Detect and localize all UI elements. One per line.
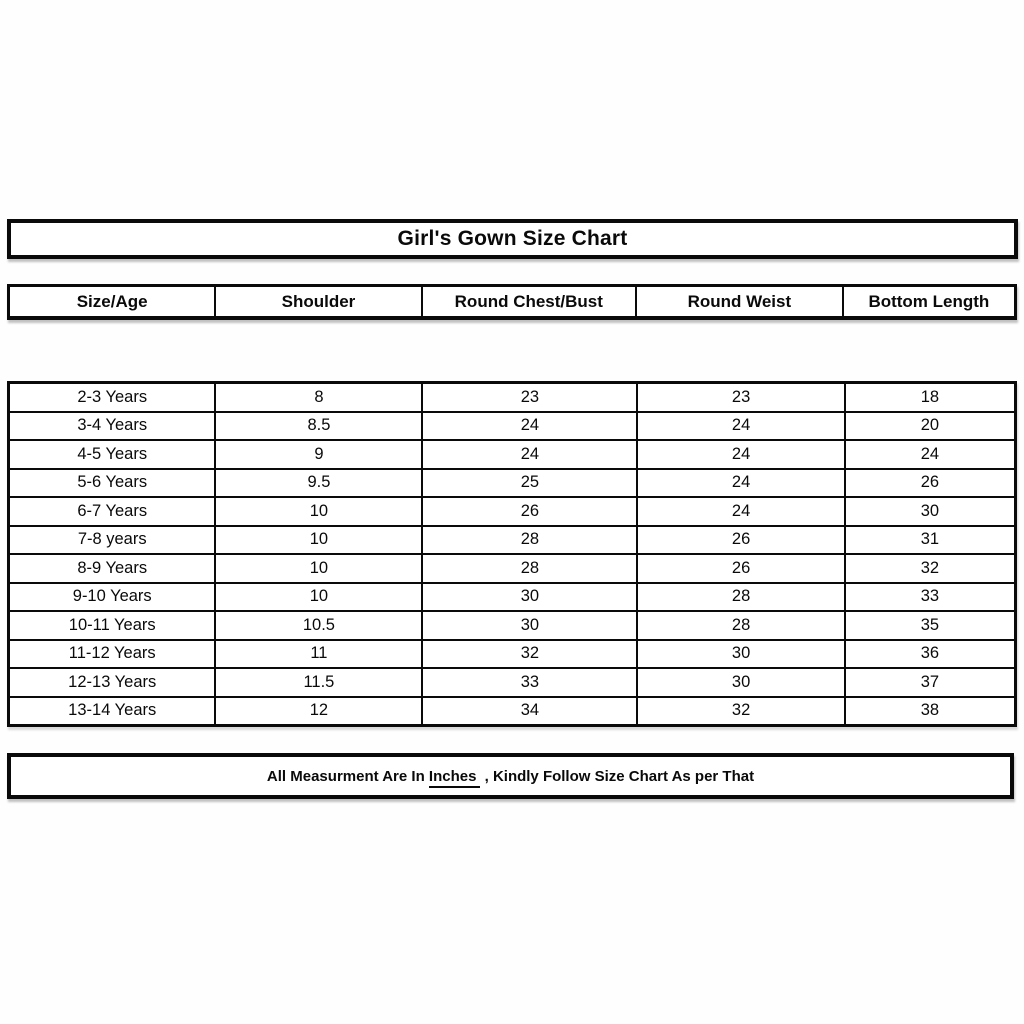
table-cell: 26 <box>637 554 844 583</box>
table-cell: 9-10 Years <box>9 583 216 612</box>
table-cell: 9 <box>215 440 422 469</box>
table-cell: 24 <box>422 412 637 441</box>
chart-title-box <box>7 219 1018 259</box>
footer-note-after: , Kindly Follow Size Chart As per That <box>480 767 755 785</box>
table-cell: 10 <box>215 526 422 555</box>
table-cell: 34 <box>422 697 637 726</box>
table-row <box>9 412 1016 441</box>
table-row <box>9 583 1016 612</box>
table-cell: 23 <box>422 383 637 412</box>
table-cell: 9.5 <box>215 469 422 498</box>
table-cell: 8 <box>215 383 422 412</box>
table-cell: 8-9 Years <box>9 554 216 583</box>
footer-note-before: All Measurment Are In <box>266 767 429 785</box>
table-cell: 26 <box>845 469 1016 498</box>
table-cell: 31 <box>845 526 1016 555</box>
table-cell: 23 <box>637 383 844 412</box>
table-row <box>9 697 1016 726</box>
header-cell-bottom-length: Bottom Length <box>868 291 990 311</box>
table-cell: 37 <box>845 668 1016 697</box>
table-cell: 24 <box>845 440 1016 469</box>
footer-note <box>267 768 754 785</box>
table-cell: 28 <box>422 554 637 583</box>
table-cell: 25 <box>422 469 637 498</box>
table-cell: 18 <box>845 383 1016 412</box>
table-row <box>9 640 1016 669</box>
table-cell: 30 <box>637 640 844 669</box>
table-cell: 24 <box>637 469 844 498</box>
footer-note-box <box>7 753 1014 799</box>
size-measurements-table <box>7 381 1017 727</box>
table-cell: 28 <box>422 526 637 555</box>
table-cell: 26 <box>637 526 844 555</box>
header-cell-size-age: Size/Age <box>10 287 216 316</box>
table-cell: 12 <box>215 697 422 726</box>
table-cell: 10 <box>215 583 422 612</box>
table-cell: 36 <box>845 640 1016 669</box>
table-cell: 10-11 Years <box>9 611 216 640</box>
table-cell: 30 <box>637 668 844 697</box>
table-header-row <box>7 284 1017 320</box>
table-cell: 24 <box>637 412 844 441</box>
table-cell: 32 <box>845 554 1016 583</box>
table-cell: 32 <box>637 697 844 726</box>
table-cell: 5-6 Years <box>9 469 216 498</box>
table-cell: 20 <box>845 412 1016 441</box>
table-cell: 26 <box>422 497 637 526</box>
table-cell: 10 <box>215 497 422 526</box>
table-cell: 11-12 Years <box>9 640 216 669</box>
table-row <box>9 469 1016 498</box>
page-title: Girl's Gown Size Chart <box>397 227 628 250</box>
table-cell: 33 <box>845 583 1016 612</box>
table-cell: 24 <box>637 440 844 469</box>
table-cell: 3-4 Years <box>9 412 216 441</box>
table-cell: 13-14 Years <box>9 697 216 726</box>
header-cell-round-weist: Round Weist <box>637 287 844 316</box>
table-cell: 30 <box>422 611 637 640</box>
table-cell: 11 <box>215 640 422 669</box>
table-cell: 24 <box>637 497 844 526</box>
table-row <box>9 668 1016 697</box>
table-row <box>9 526 1016 555</box>
table-cell: 35 <box>845 611 1016 640</box>
table-row <box>9 383 1016 412</box>
size-table-body <box>9 383 1016 726</box>
table-cell: 8.5 <box>215 412 422 441</box>
header-cell-shoulder: Shoulder <box>216 287 422 316</box>
table-cell: 30 <box>845 497 1016 526</box>
table-cell: 11.5 <box>215 668 422 697</box>
table-cell: 38 <box>845 697 1016 726</box>
table-cell: 28 <box>637 611 844 640</box>
table-cell: 24 <box>422 440 637 469</box>
table-cell: 2-3 Years <box>9 383 216 412</box>
footer-note-underlined-word: Inches <box>429 768 481 788</box>
table-row <box>9 497 1016 526</box>
table-cell: 6-7 Years <box>9 497 216 526</box>
table-cell: 4-5 Years <box>9 440 216 469</box>
table-row <box>9 554 1016 583</box>
table-cell: 7-8 years <box>9 526 216 555</box>
table-cell: 33 <box>422 668 637 697</box>
table-row <box>9 611 1016 640</box>
table-cell: 30 <box>422 583 637 612</box>
table-cell: 28 <box>637 583 844 612</box>
table-cell: 12-13 Years <box>9 668 216 697</box>
header-cell-round-chest-bust: Round Chest/Bust <box>423 287 637 316</box>
table-cell: 10.5 <box>215 611 422 640</box>
table-cell: 32 <box>422 640 637 669</box>
table-cell: 10 <box>215 554 422 583</box>
table-row <box>9 440 1016 469</box>
